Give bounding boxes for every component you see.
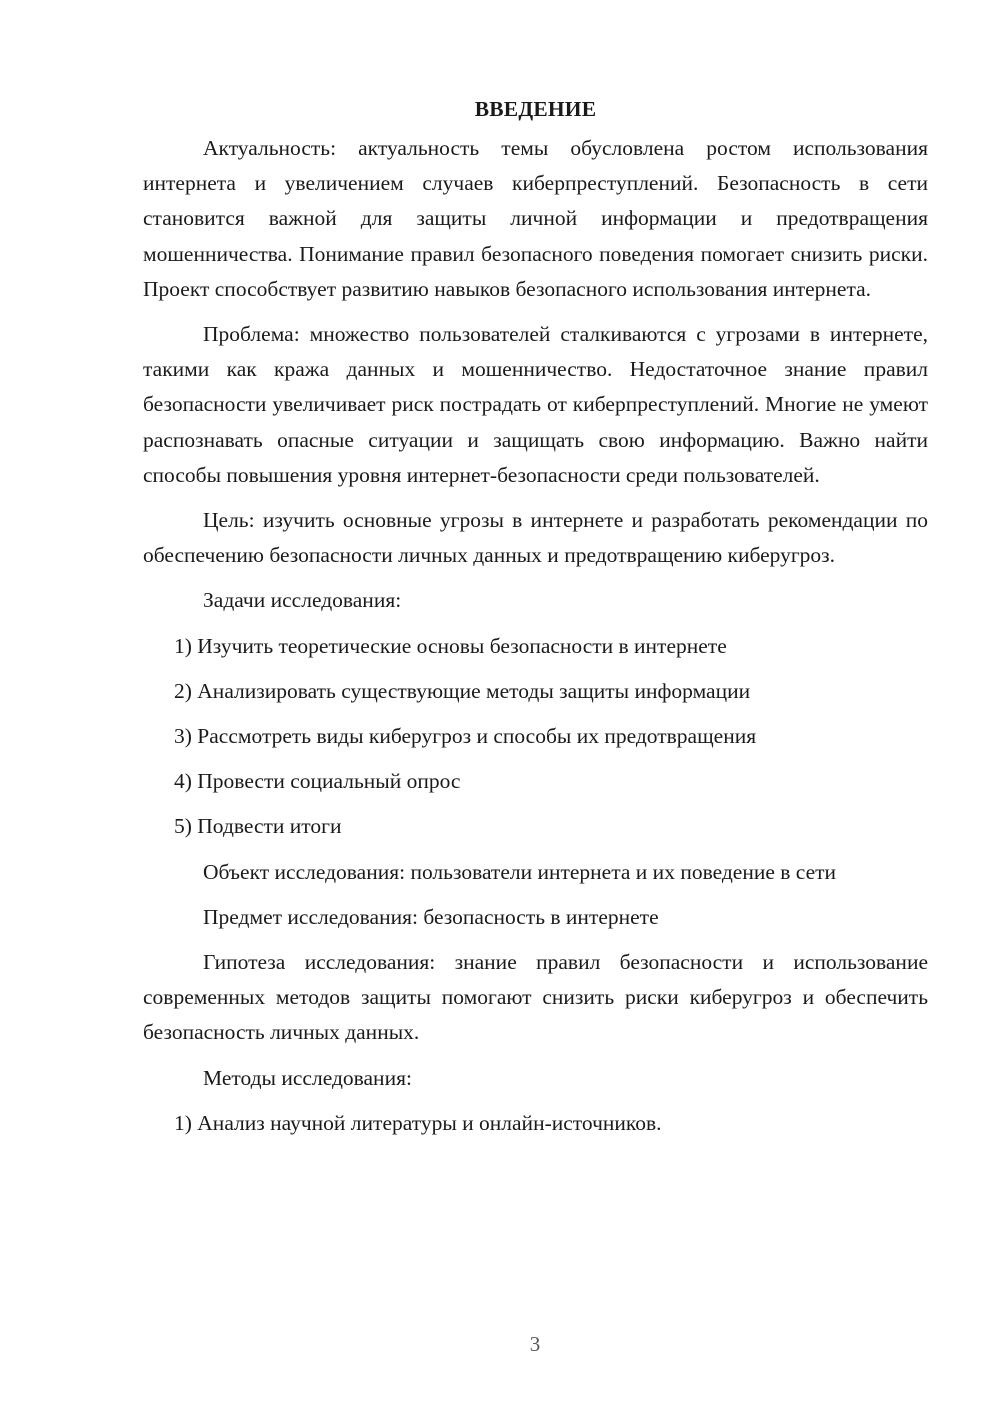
tasks-title: Задачи исследования: — [203, 588, 402, 613]
goal-paragraph: Цель: изучить основные угрозы в интернете и разработать рекомендации по обеспечению безопасности личных данных и предотвращению киберугроз. — [143, 508, 928, 568]
methods-title: Методы исследования: — [203, 1065, 412, 1090]
list-item: 2) Анализировать существующие методы защиты информации — [174, 678, 751, 703]
problem-paragraph: Проблема: множество пользователей сталкиваются с угрозами в интернете, такими как кража данных и мошенничество. Недостаточное знание правил безопасности увеличивает риск пострадать от киберпреступлений. Многие не умеют распознавать опасные ситуации и защищать свою информацию. Важно найти способы повышения уровня интернет-безопасности среди пользователей. — [143, 322, 928, 487]
list-item: 1) Анализ научной литературы и онлайн-источников. — [174, 1110, 662, 1135]
list-item: 5) Подвести итоги — [174, 814, 342, 839]
list-item: 1) Изучить теоретические основы безопасности в интернете — [174, 633, 727, 658]
list-item: 3) Рассмотреть виды киберугроз и способы их предотвращения — [174, 724, 757, 749]
hypothesis-paragraph: Гипотеза исследования: знание правил безопасности и использование современных методов защиты помогают снизить риски киберугроз и обеспечить безопасность личных данных. — [143, 950, 928, 1045]
methods-list — [143, 1106, 928, 1141]
page-number: 3 — [529, 1332, 541, 1356]
object-paragraph: Объект исследования: пользователи интернета и их поведение в сети — [203, 859, 837, 884]
subject-paragraph: Предмет исследования: безопасность в интернете — [203, 904, 659, 929]
relevance-paragraph: Актуальность: актуальность темы обусловлена ростом использования интернета и увеличением случаев киберпреступлений. Безопасность в сети становится важной для защиты личной информации и предотвращения мошенничества. Понимание правил безопасного поведения помогает снизить риски. Проект способствует развитию навыков безопасного использования интернета. — [143, 136, 928, 301]
document-body — [143, 92, 928, 1151]
tasks-list — [143, 629, 928, 845]
list-item: 4) Провести социальный опрос — [174, 769, 461, 794]
page-title: ВВЕДЕНИЕ — [474, 97, 597, 121]
